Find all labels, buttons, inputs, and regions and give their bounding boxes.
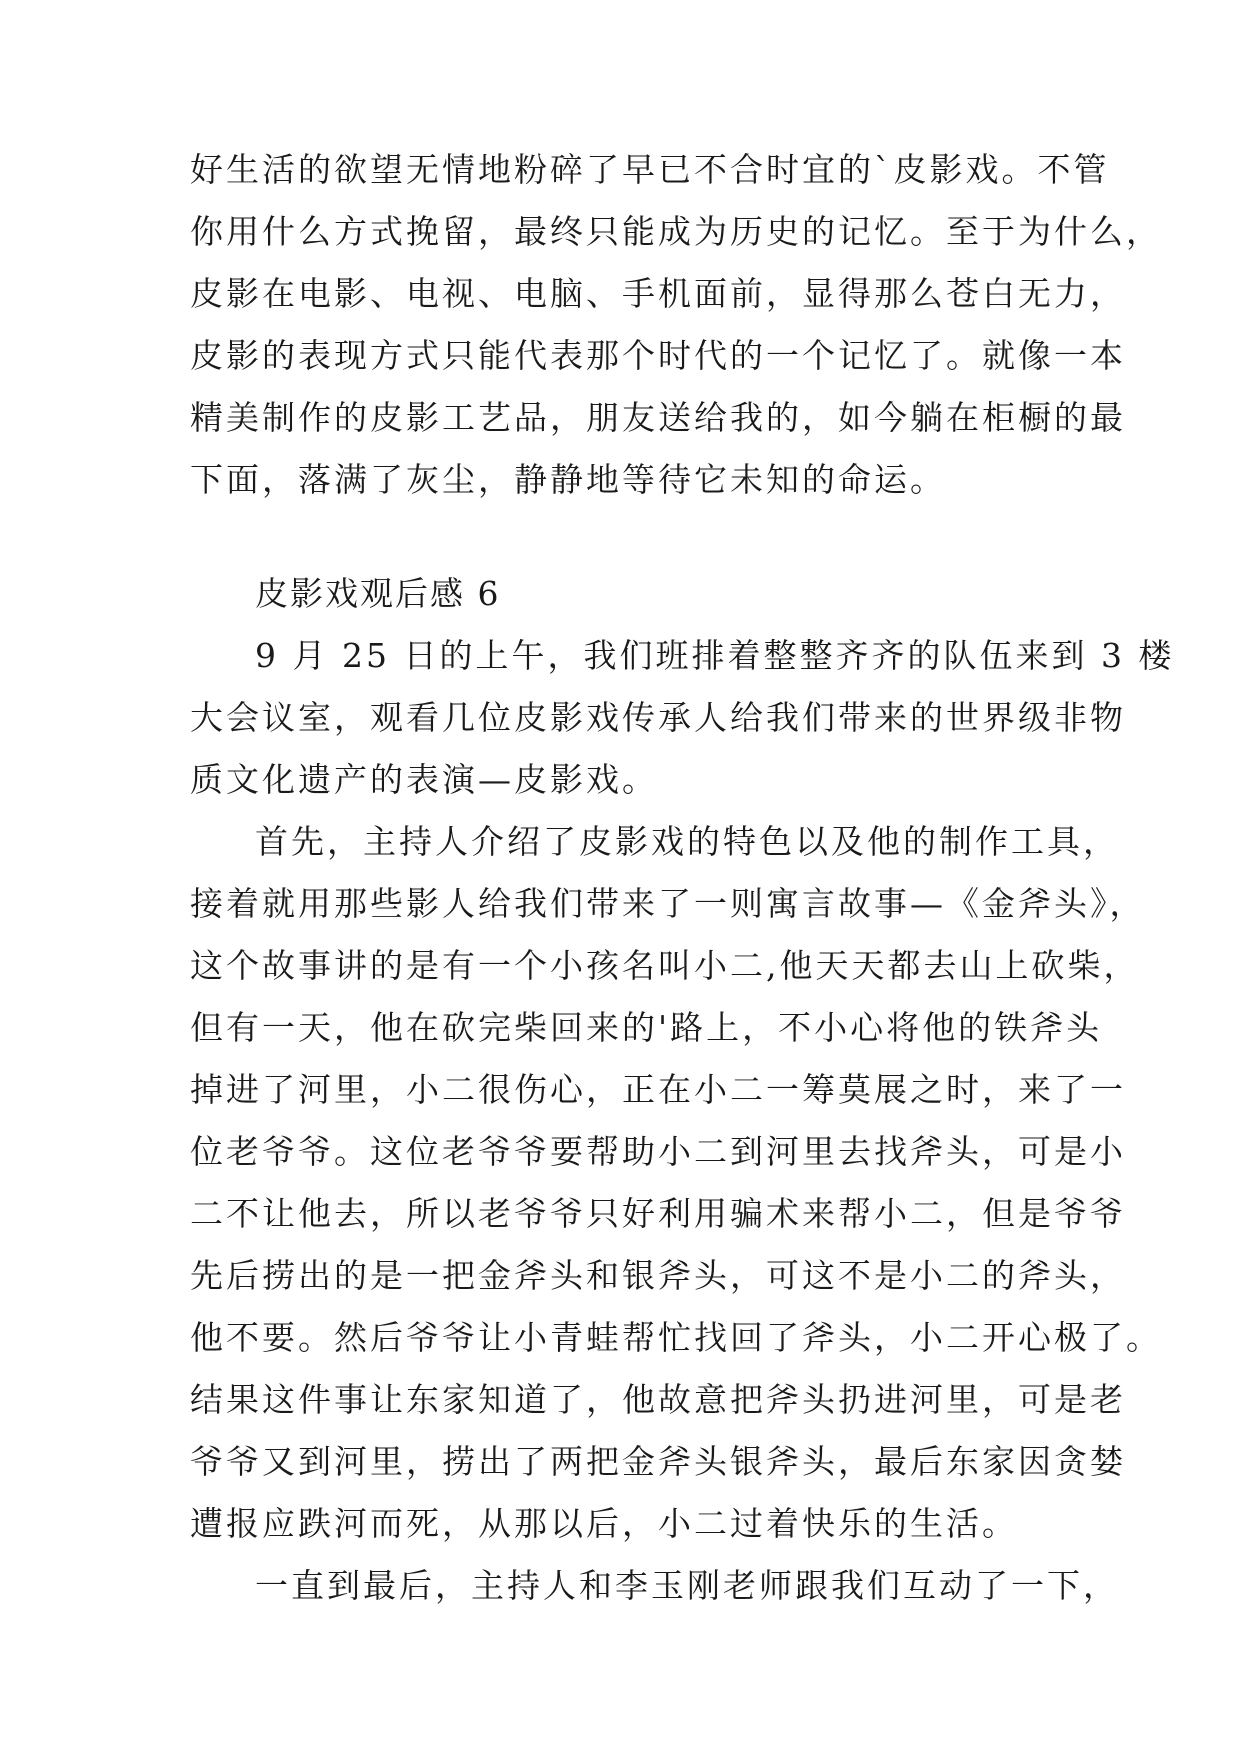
section-heading: 皮影戏观后感 6 — [255, 574, 501, 613]
text-line: 9 月 25 日的上午，我们班排着整整齐齐的队伍来到 3 楼 — [255, 636, 1175, 675]
text-line: 但有一天，他在砍完柴回来的'路上，不小心将他的铁斧头 — [190, 1008, 1103, 1047]
text-line: 皮影的表现方式只能代表那个时代的一个记忆了。就像一本 — [190, 336, 1126, 375]
text-line: 位老爷爷。这位老爷爷要帮助小二到河里去找斧头，可是小 — [190, 1132, 1126, 1171]
text-line: 先后捞出的是一把金斧头和银斧头，可这不是小二的斧头， — [190, 1256, 1126, 1295]
text-line: 爷爷又到河里，捞出了两把金斧头银斧头，最后东家因贪婪 — [190, 1442, 1126, 1481]
text-line: 你用什么方式挽留，最终只能成为历史的记忆。至于为什么， — [190, 212, 1162, 251]
text-line: 皮影在电影、电视、电脑、手机面前，显得那么苍白无力， — [190, 274, 1126, 313]
text-line: 好生活的欲望无情地粉碎了早已不合时宜的`皮影戏。不管 — [190, 150, 1110, 189]
text-line: 首先，主持人介绍了皮影戏的特色以及他的制作工具， — [255, 822, 1119, 861]
text-line: 精美制作的皮影工艺品，朋友送给我的，如今躺在柜橱的最 — [190, 398, 1126, 437]
text-line: 掉进了河里，小二很伤心，正在小二一筹莫展之时，来了一 — [190, 1070, 1126, 1109]
text-line: 下面，落满了灰尘，静静地等待它未知的命运。 — [190, 460, 946, 499]
text-line: 结果这件事让东家知道了，他故意把斧头扔进河里，可是老 — [190, 1380, 1126, 1419]
text-line: 大会议室，观看几位皮影戏传承人给我们带来的世界级非物 — [190, 698, 1126, 737]
text-line: 他不要。然后爷爷让小青蛙帮忙找回了斧头，小二开心极了。 — [190, 1318, 1162, 1357]
text-line: 这个故事讲的是有一个小孩名叫小二,他天天都去山上砍柴， — [190, 946, 1140, 985]
text-line: 二不让他去，所以老爷爷只好利用骗术来帮小二，但是爷爷 — [190, 1194, 1126, 1233]
text-line: 一直到最后，主持人和李玉刚老师跟我们互动了一下， — [255, 1566, 1119, 1605]
text-line: 质文化遗产的表演—皮影戏。 — [190, 760, 658, 799]
text-line: 接着就用那些影人给我们带来了一则寓言故事—《金斧头》， — [190, 884, 1146, 923]
text-line: 遭报应跌河而死，从那以后，小二过着快乐的生活。 — [190, 1504, 1018, 1543]
